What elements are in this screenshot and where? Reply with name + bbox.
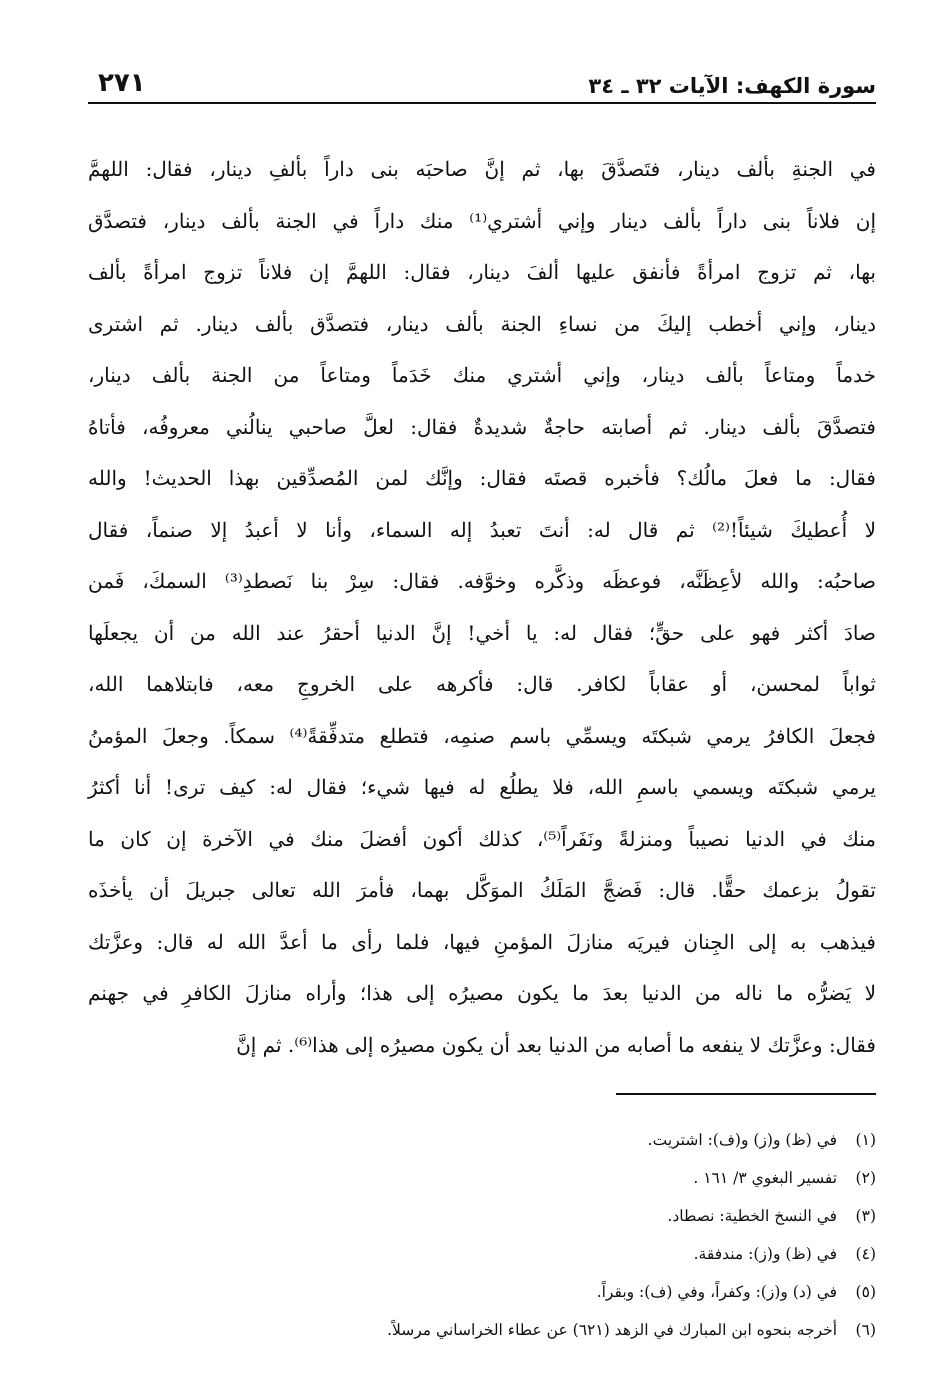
footnotes — [88, 1121, 876, 1349]
footnote-number: (٣) — [855, 1207, 876, 1225]
footnote-number: (٥) — [855, 1283, 876, 1301]
page-number: ٢٧١ — [98, 68, 146, 98]
text-line: بها، ثم تزوج امرأةً فأنفق عليها ألفَ دينار، فقال: اللهمَّ إن فلاناً تزوج امرأةً بألف — [88, 260, 876, 284]
text-line: في الجنةِ بألف دينار، فتَصدَّقَ بها، ثم إنَّ صاحبَه بنى داراً بألفِ دينار، فقال: اللهمَّ — [88, 157, 876, 181]
text-line: لا أُعطيكَ شيئاً!⁽²⁾ ثم قال له: أنتَ تعبدُ إله السماء، وأنا لا أعبدُ إلا صنماً، فقال — [88, 517, 877, 542]
document-page — [88, 62, 876, 1349]
footnote-text: في النسخ الخطية: نصطاد. — [667, 1207, 838, 1225]
footnote — [88, 1121, 876, 1159]
footnote — [88, 1197, 876, 1235]
text-line: ثواباً لمحسن، أو عقاباً لكافر. قال: فأكرهه على الخروجِ معه، فابتلاهما الله، — [88, 672, 876, 696]
running-title: سورة الكهف: الآيات ٣٢ ـ ٣٤ — [588, 74, 876, 98]
footnote-number: (٦) — [855, 1321, 876, 1339]
footnote-number: (١) — [855, 1131, 876, 1149]
footnote-text: تفسير البغوي ٣/ ١٦١ . — [693, 1169, 838, 1187]
footnote — [88, 1273, 876, 1311]
footnote — [88, 1311, 876, 1349]
main-text — [88, 144, 876, 1071]
text-line: خدماً ومتاعاً بألف دينار، وإني أشتري منك خَدَماً ومتاعاً من الجنة بألف دينار، — [88, 363, 876, 387]
page-header — [88, 62, 876, 104]
text-line: منك في الدنيا نصيباً ومنزلةً ونَفَراً⁽⁵⁾، كذلك أكون أفضلَ منك في الآخرة إن كان ما — [88, 826, 876, 851]
text-line: لا يَضرُّه ما ناله من الدنيا بعدَ ما يكون مصيرُه إلى هذا؛ وأراه منازلَ الكافرِ في جهنم — [88, 981, 876, 1005]
footnote-separator — [616, 1093, 876, 1095]
text-line: فتصدَّقَ بألف دينار. ثم أصابته حاجةٌ شديدةٌ فقال: لعلَّ صاحبي ينالُني معروفُه، فأتاهُ — [88, 414, 876, 439]
text-line: إن فلاناً بنى داراً بألف دينار وإني أشتري⁽¹⁾ منك داراً في الجنة بألف دينار، فتصدَّق — [88, 208, 876, 233]
footnote-text: في (د) و(ز): وكفراً، وفي (ف): وبقراً. — [596, 1283, 838, 1301]
footnote — [88, 1159, 876, 1197]
text-line: صاحبُه: والله لأعِظَنَّه، فوعظَه وذكَّره وخوَّفه. فقال: سِرْ بنا نَصطدِ⁽³⁾ السمكَ، فَمن — [88, 569, 876, 593]
text-line: يرمي شبكتَه ويسمي باسمِ الله، فلا يطلُع له فيها شيء؛ فقال له: كيف ترى! أنا أكثرُ — [88, 775, 876, 799]
text-line: صادَ أكثر فهو على حقٍّ؛ فقال له: يا أخي! إنَّ الدنيا أحقرُ عند الله من أن يجعلَها — [88, 620, 876, 645]
text-line: فيذهب به إلى الجِنان فيريَه منازلَ المؤمنِ فيها، فلما رأى ما أعدَّ الله له قال: وعزَّتك — [88, 929, 876, 954]
footnote-text: أخرجه بنحوه ابن المبارك في الزهد (٦٢١) عن عطاء الخراساني مرسلاً. — [387, 1321, 838, 1339]
footnote-text: في (ظ) و(ز) و(ف): اشتريت. — [647, 1131, 838, 1149]
footnote-number: (٤) — [855, 1245, 876, 1263]
text-line: دينار، وإني أخطب إليكَ من نساءِ الجنة بألف دينار، فتصدَّق بألف دينار. ثم اشترى — [88, 311, 876, 336]
text-line: فقال: وعزَّتك لا ينفعه ما أصابه من الدنيا بعد أن يكون مصيرُه إلى هذا⁽⁶⁾. ثم إنَّ — [236, 1032, 876, 1057]
text-line: تقولُ بزعمك حقًّا. قال: فَضجَّ المَلَكُ الموَكَّل بهما، فأمرَ الله تعالى جبريلَ أن يأخذَه — [88, 878, 876, 902]
text-line: فجعلَ الكافرُ يرمي شبكتَه ويسمِّي باسم صنمِه، فتطلع متدفِّقةً⁽⁴⁾ سمكاً. وجعلَ المؤمنُ — [88, 723, 876, 748]
footnote — [88, 1235, 876, 1273]
text-line: فقال: ما فعلَ مالُك؟ فأخبره قصتَه فقال: وإنَّك لمن المُصدِّقين بهذا الحديث! والله — [88, 466, 876, 490]
footnote-number: (٢) — [855, 1169, 876, 1187]
footnote-text: في (ظ) و(ز): مندفقة. — [693, 1245, 838, 1263]
